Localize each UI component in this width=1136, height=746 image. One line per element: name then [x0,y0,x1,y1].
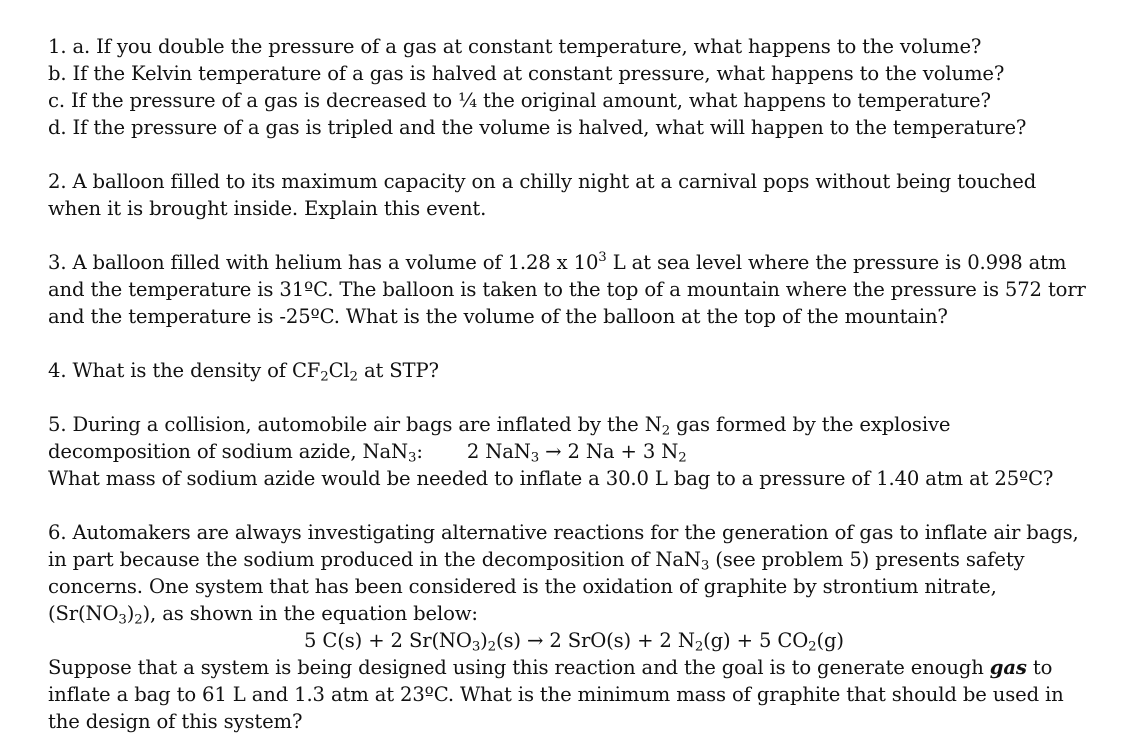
question-2-text-1: 2. A balloon filled to its maximum capacity on a chilly night at a carnival pops without being touched [48,170,1037,193]
subscript: 2 [320,369,329,385]
question-6-text-4b: ) [126,602,135,625]
question-4 [48,358,439,384]
question-6-line-2 [48,547,1024,573]
emphasized-word: gas [989,656,1027,679]
question-6-text-3: concerns. One system that has been considered is the oxidation of graphite by strontium nitrate, [48,575,997,598]
question-6-line-8 [48,709,302,735]
question-1c [48,88,991,114]
subscript: 2 [694,639,704,655]
question-2-line-2 [48,196,486,222]
question-6-text-2a: in part because the sodium produced in the decomposition of NaN [48,548,701,571]
question-6-line-3 [48,574,997,600]
exponent: 3 [598,249,607,265]
subscript: 2 [678,450,687,466]
question-5-line-2 [48,439,687,465]
subscript: 2 [134,612,143,628]
question-6-text-1: 6. Automakers are always investigating alternative reactions for the generation of gas to inflate air bags, [48,521,1079,544]
question-4-text-c: at STP? [357,359,439,382]
question-6-text-4c: ), as shown in the equation below: [142,602,478,625]
question-1b [48,61,1004,87]
subscript: 2 [661,423,671,439]
question-1c-text: c. If the pressure of a gas is decreased to ¼ the original amount, what happens to temperature? [48,89,991,112]
question-5-line-1 [48,412,950,438]
question-3-text-3: and the temperature is -25ºC. What is the volume of the balloon at the top of the mountain? [48,305,948,328]
question-6-text-6a: Suppose that a system is being designed using this reaction and the goal is to generate enough [48,656,990,679]
subscript: 3 [700,558,710,574]
subscript: 3 [471,639,481,655]
question-4-text-a: 4. What is the density of CF [48,359,321,382]
question-2-text-2: when it is brought inside. Explain this event. [48,197,487,220]
subscript: 3 [118,612,127,628]
question-6-text-4a: (Sr(NO [48,602,119,625]
question-3-line-2 [48,277,1086,303]
question-6-text-7: inflate a bag to 61 L and 1.3 atm at 23ºC. What is the minimum mass of graphite that should be used in [48,683,1064,706]
question-1a [48,34,981,60]
question-5-text-2a: decomposition of sodium azide, NaN [48,440,409,463]
equation-text-a: 5 C(s) + 2 Sr(NO [304,629,472,652]
subscript: 2 [349,369,358,385]
question-6-line-7 [48,682,1064,708]
question-1a-text: 1. a. If you double the pressure of a gas at constant temperature, what happens to the volume? [48,35,982,58]
question-4-text-b: Cl [328,359,350,382]
question-3-text-1b: L at sea level where the pressure is 0.998 atm [606,251,1067,274]
equation-text-d: (g) + 5 CO [703,629,809,652]
question-5-text-3: What mass of sodium azide would be needed to inflate a 30.0 L bag to a pressure of 1.40 atm at 25ºC? [48,467,1054,490]
question-1d [48,115,1026,141]
reaction-equation-strontium [304,628,844,654]
question-6-line-1 [48,520,1079,546]
question-3-line-3 [48,304,948,330]
question-6-line-6 [48,655,1052,681]
question-6-text-6b: to [1026,656,1053,679]
subscript: 2 [487,639,496,655]
question-2-line-1 [48,169,1036,195]
equation-text-c: (s) → 2 SrO(s) + 2 N [496,629,695,652]
question-3-line-1 [48,250,1066,276]
question-6-text-8: the design of this system? [48,710,303,733]
question-6-text-2b: (see problem 5) presents safety [709,548,1025,571]
equation-text-a: 2 NaN [466,440,531,463]
reaction-equation-azide [466,440,687,466]
subscript: 3 [408,450,417,466]
equation-text-b: ) [480,629,488,652]
question-3-text-2: and the temperature is 31ºC. The balloon is taken to the top of a mountain where the pressure is 572 torr [48,278,1086,301]
subscript: 3 [530,450,540,466]
question-1b-text: b. If the Kelvin temperature of a gas is halved at constant pressure, what happens to the volume? [48,62,1005,85]
question-6-line-4 [48,601,478,627]
question-1d-text: d. If the pressure of a gas is tripled and the volume is halved, what will happen to the temperature? [48,116,1027,139]
question-5-text-2b: : [416,440,423,463]
question-5-line-3 [48,466,1053,492]
equation-text-b: → 2 Na + 3 N [539,440,679,463]
question-5-text-1b: gas formed by the explosive [670,413,951,436]
equation-text-e: (g) [816,629,844,652]
question-5-text-1a: 5. During a collision, automobile air bags are inflated by the N [48,413,662,436]
question-3-text-1a: 3. A balloon filled with helium has a volume of 1.28 x 10 [48,251,599,274]
subscript: 2 [808,639,817,655]
